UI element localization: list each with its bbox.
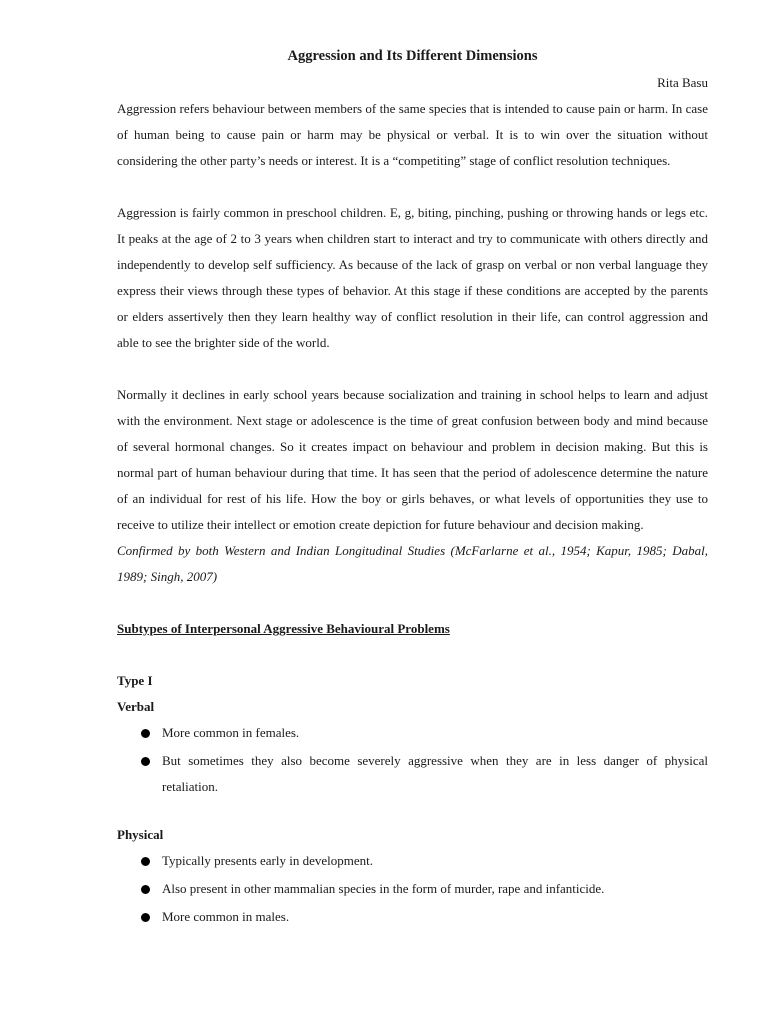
section-heading: Subtypes of Interpersonal Aggressive Behavioural Problems — [117, 621, 450, 636]
paragraph-spacer — [117, 590, 708, 616]
bullet-icon — [141, 885, 150, 894]
list-item-text: More common in males. — [162, 909, 290, 924]
bullet-icon — [141, 729, 150, 738]
bullet-icon — [141, 913, 150, 922]
bullet-icon — [141, 857, 150, 866]
paragraph-spacer — [117, 356, 708, 382]
list-item — [117, 904, 708, 930]
list-item-text: Typically presents early in development. — [162, 853, 373, 868]
list-item — [117, 748, 708, 800]
document-page — [117, 44, 708, 932]
type-label: Type I — [117, 673, 153, 688]
document-title: Aggression and Its Different Dimensions — [287, 48, 538, 64]
list-item — [117, 720, 708, 746]
author-name: Rita Basu — [657, 75, 708, 90]
verbal-bullet-list — [117, 720, 708, 800]
paragraph-spacer — [117, 802, 708, 822]
citation-note: Confirmed by both Western and Indian Longitudinal Studies (McFarlarne et al., 1954; Kapur, 1985; Dabal, 1989; Singh, 2007) — [117, 543, 708, 584]
list-item — [117, 848, 708, 874]
list-item-text: But sometimes they also become severely aggressive when they are in less danger of physical retaliation. — [162, 753, 708, 794]
list-item-text: More common in females. — [162, 725, 300, 740]
paragraph-adolescence: Normally it declines in early school years because socialization and training in school helps to learn and adjust with the environment. Next stage or adolescence is the time of great confusion between body and mind because of several hormonal changes. So it creates impact on behaviour and problem in decision making. But this is normal part of human behaviour during that time. It has seen that the period of adolescence determine the nature of an individual for rest of his life. How the boy or girls behaves, or what levels of opportunities they use to receive to utilize their intellect or emotion create depiction for future behaviour and decision making. — [117, 387, 708, 532]
list-item — [117, 876, 708, 902]
list-item-text: Also present in other mammalian species in the form of murder, rape and infanticide. — [162, 881, 605, 896]
physical-bullet-list — [117, 848, 708, 930]
verbal-heading: Verbal — [117, 699, 155, 714]
bullet-icon — [141, 757, 150, 766]
paragraph-spacer — [117, 174, 708, 200]
paragraph-spacer — [117, 642, 708, 668]
paragraph-preschool: Aggression is fairly common in preschool children. E, g, biting, pinching, pushing or throwing hands or legs etc. It peaks at the age of 2 to 3 years when children start to interact and try to communicate with others directly and independently to develop self sufficiency. As because of the lack of grasp on verbal or non verbal language they express their views through these types of behavior. At this stage if these conditions are accepted by the parents or elders assertively then they learn healthy way of conflict resolution in their life, can control aggression and able to see the brighter side of the world. — [117, 205, 708, 350]
physical-heading: Physical — [117, 827, 164, 842]
paragraph-definition: Aggression refers behaviour between members of the same species that is intended to cause pain or harm. In case of human being to cause pain or harm may be physical or verbal. It is to win over the situation without considering the other party’s needs or interest. It is a “competiting” stage of conflict resolution techniques. — [117, 101, 708, 168]
